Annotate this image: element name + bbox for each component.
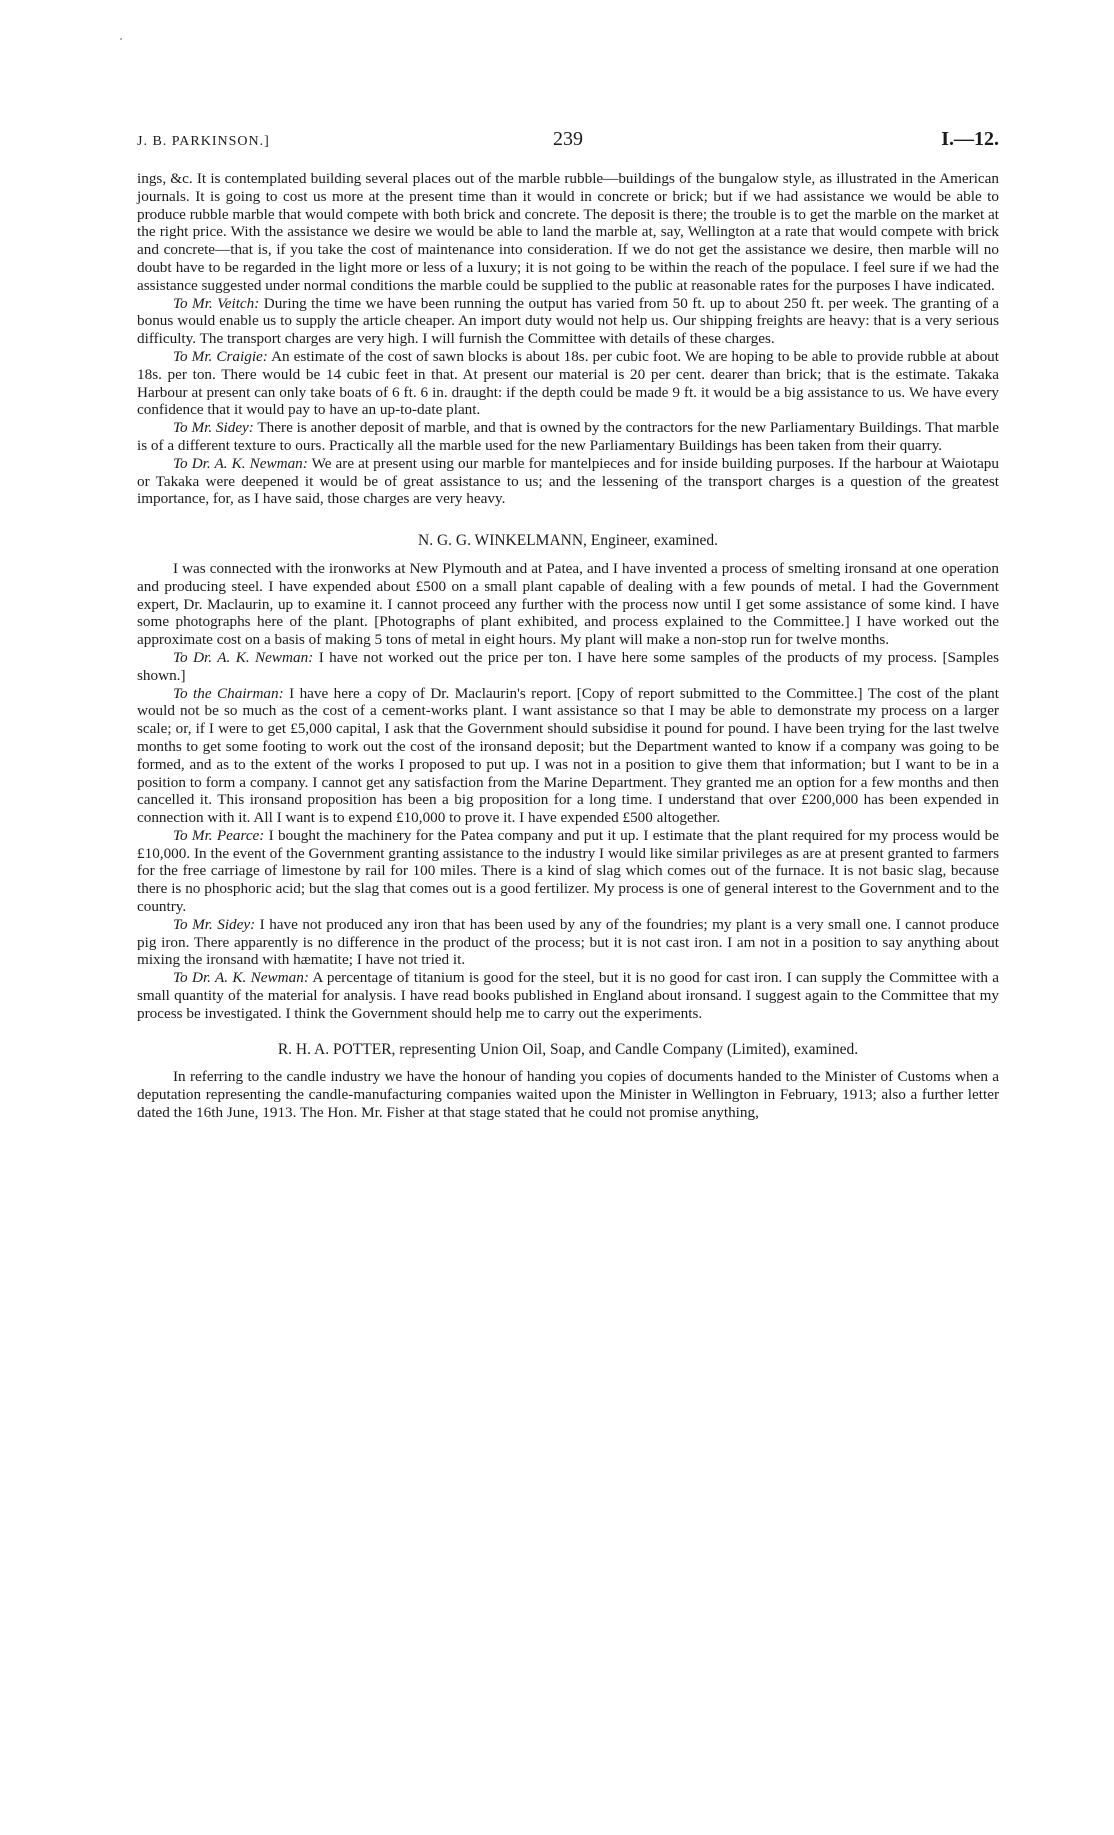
winkelmann-evidence (137, 560, 999, 1023)
speaker-label: To the Chairman: (173, 684, 284, 702)
paragraph: To Mr. Sidey: I have not produced any iron that has been used by any of the foundries; my plant is a very small one. I cannot produce pig iron. There apparently is no difference in the product of the process; but it is not cast iron. I am not in a position to say anything about mixing the ironsand with hæmatite; I have not tried it. (137, 915, 1000, 969)
paper-reference: I.—12. (941, 128, 999, 150)
page-header (137, 128, 999, 170)
paragraph: In referring to the candle industry we have the honour of handing you copies of documents handed to the Minister of Customs when a deputation representing the candle-manufacturing companies waited upon the Minister in Wellington in February, 1913; also a further letter dated the 16th June, 1913. The Hon. Mr. Fisher at that stage stated that he could not promise anything, (137, 1068, 999, 1122)
paragraph: To Mr. Veitch: During the time we have been running the output has varied from 50 ft. up to about 250 ft. per week. The granting of a bonus would enable us to supply the article cheaper. An import duty would not help us. Our shipping freights are heavy: that is a very serious difficulty. The transport charges are very high. I will furnish the Committee with details of these charges. (137, 294, 1000, 348)
document-body (137, 170, 999, 1122)
speaker-label: To Mr. Sidey: (173, 419, 254, 437)
paragraph: To Mr. Pearce: I bought the machinery for the Patea company and put it up. I estimate that the plant required for my process would be £10,000. In the event of the Government granting assistance to the industry I would like similar privileges as are at present granted to farmers for the free carriage of limestone by rail for 100 miles. There is a kind of slag which comes out of the furnace. It is not basic slag, because there is no phosphoric acid; but the slag that comes out is a good fertilizer. My process is one of general interest to the Government and to the country. (137, 826, 999, 916)
paragraph: I was connected with the ironworks at New Plymouth and at Patea, and I have invented a process of smelting ironsand at one operation and producing steel. I have expended about £500 on a small plant capable of dealing with a few pounds of metal. I had the Government expert, Dr. Maclaurin, up to examine it. I cannot proceed any further with the process now until I get some assistance of some kind. I have some photographs here of the plant. [Photographs of plant exhibited, and process explained to the Committee.] I have worked out the approximate cost on a basis of making 5 tons of metal in eight hours. My plant will make a non-stop run for twelve months. (137, 559, 999, 649)
speaker-label: To Dr. A. K. Newman: (173, 648, 314, 666)
speaker-label: To Dr. A. K. Newman: (173, 454, 308, 472)
paragraph: To Dr. A. K. Newman: I have not worked out the price per ton. I have here some samples of the products of my process. [Samples shown.] (137, 648, 999, 684)
paragraph: To Dr. A. K. Newman: We are at present using our marble for mantelpieces and for inside building purposes. If the harbour at Waiotapu or Takaka were deepened it would be of great assistance to us; and the lessening of the transport charges is a question of the greatest importance, for, as I have said, those charges are very heavy. (137, 454, 999, 508)
speaker-label: To Mr. Pearce: (173, 826, 265, 844)
page-number: 239 (553, 128, 583, 150)
paragraph: To Mr. Craigie: An estimate of the cost of sawn blocks is about 18s. per cubic foot. We are hoping to be able to provide rubble at about 18s. per ton. There would be 14 cubic feet in that. At present our material is 20 per cent. dearer than brick; that is the estimate. Takaka Harbour at present can only take boats of 6 ft. 6 in. draught: if the depth could be made 9 ft. it would be a big assistance to us. We have every confidence that it would pay to have an up-to-date plant. (137, 347, 999, 419)
potter-evidence (137, 1068, 999, 1121)
paragraph: ings, &c. It is contemplated building several places out of the marble rubble—buildings of the bungalow style, as illustrated in the American journals. It is going to cost us more at the present time than it would in concrete or brick; but if we had assistance we would be able to produce rubble marble that would compete with both brick and concrete. The deposit is there; the trouble is to get the marble on the market at the right price. With the assistance we desire we would be able to land the marble at, say, Wellington at a rate that would compete with brick and concrete—that is, if you take the cost of maintenance into consideration. If we do not get the assistance we desire, then marble will no doubt have to be regarded in the light more or less of a luxury; it is not going to be within the reach of the populace. I feel sure if we had the assistance suggested under normal conditions the marble could be supplied to the public at reasonable rates for the purposes I have indicated. (137, 170, 999, 294)
paragraph: To the Chairman: I have here a copy of Dr. Maclaurin's report. [Copy of report submitted to the Committee.] The cost of the plant would not be so much as the cost of a cement-works plant. I want assistance so that I may be able to demonstrate my process on a larger scale; or, if I were to get £5,000 capital, I ask that the Government should subsidise it pound for pound. I have been trying for the last twelve months to get some footing to work out the cost of the ironsand deposit; but the Department wanted to know if a company was going to be formed, and as to the extent of the works I proposed to put up. I was not in a position to give them that information; but I want to be in a position to form a company. I cannot get any satisfaction from the Marine Department. They granted me an option for a few months and then cancelled it. This ironsand proposition has been a big proposition for a long time. I understand that over £200,000 has been expended in connection with it. All I want is to expend £10,000 to prove it. I have expended £500 altogether. (137, 684, 999, 827)
witness-heading-winkelmann: N. G. G. WINKELMANN, Engineer, examined. (418, 532, 718, 550)
speaker-label: To Dr. A. K. Newman: (173, 969, 309, 987)
paragraph: To Mr. Sidey: There is another deposit of marble, and that is owned by the contractors for the new Parliamentary Buildings. That marble is of a different texture to ours. Practically all the marble used for the new Parliamentary Buildings has been taken from their quarry. (137, 419, 1000, 454)
speaker-label: To Mr. Sidey: (173, 915, 256, 933)
witness-heading-potter: R. H. A. POTTER, representing Union Oil, Soap, and Candle Company (Limited), examined. (277, 1040, 859, 1058)
parkinson-evidence (137, 170, 999, 508)
scan-speck (120, 38, 122, 40)
speaker-label: To Mr. Craigie: (173, 347, 268, 365)
header-witness: J. B. PARKINSON.] (137, 134, 270, 149)
speaker-label: To Mr. Veitch: (173, 294, 260, 312)
paragraph: To Dr. A. K. Newman: A percentage of titanium is good for the steel, but it is no good for cast iron. I can supply the Committee with a small quantity of the material for analysis. I have read books published in England about ironsand. I suggest again to the Committee that my process be investigated. I think the Government should help me to carry out the experiments. (137, 969, 1000, 1022)
